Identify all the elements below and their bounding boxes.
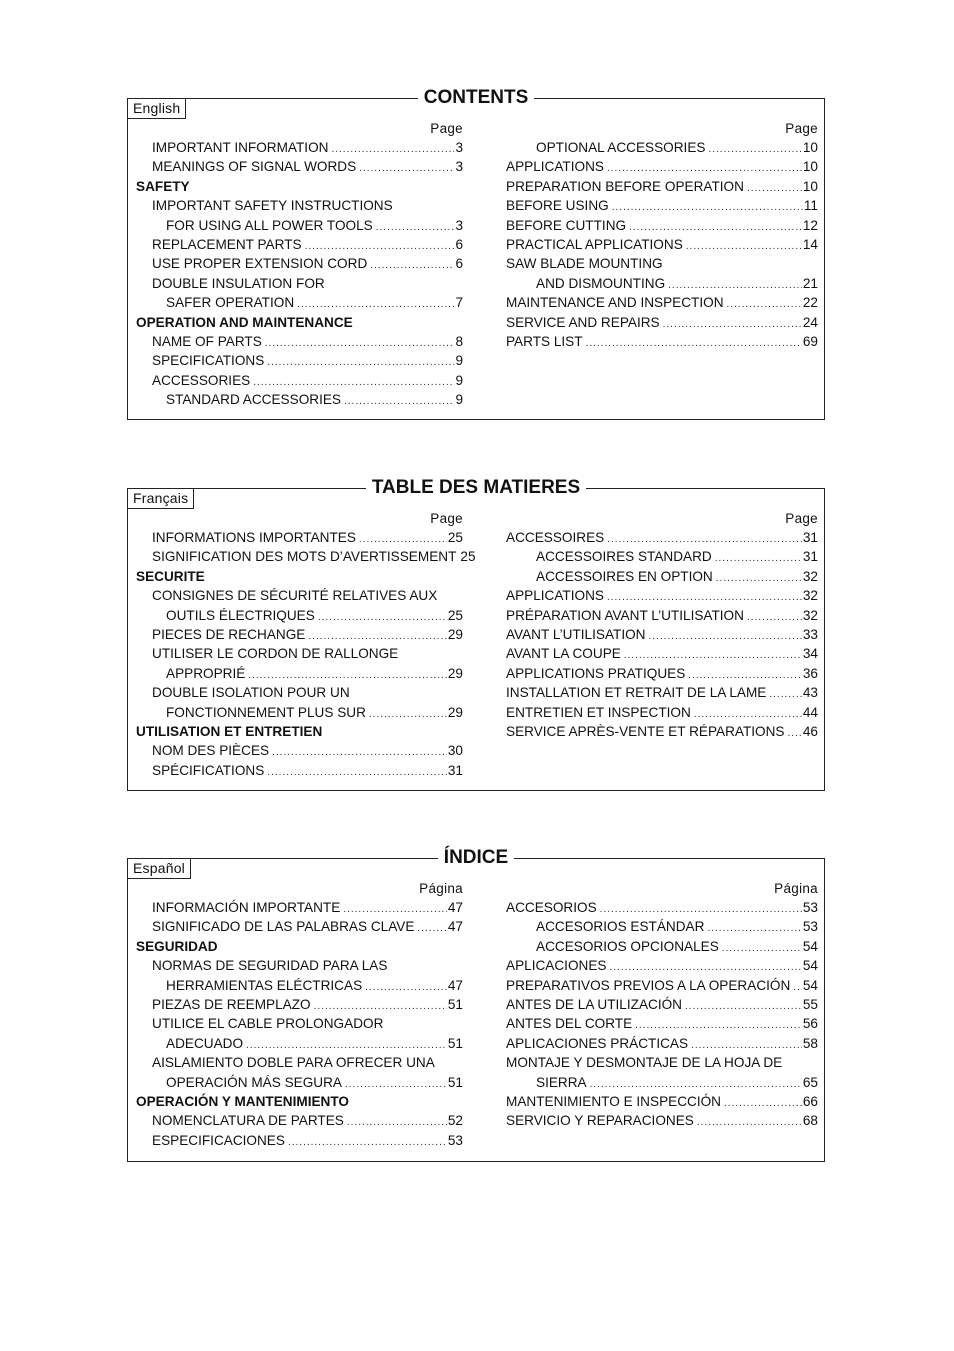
dot-leader — [708, 140, 801, 159]
dot-leader — [724, 1094, 802, 1113]
toc-entry[interactable] — [506, 956, 818, 975]
toc-entry[interactable] — [136, 664, 463, 683]
toc-entry-title: PIECES DE RECHANGE — [152, 626, 306, 642]
toc-entry[interactable] — [136, 351, 463, 370]
toc-column-right — [506, 879, 818, 1131]
toc-entry — [136, 274, 463, 293]
dot-leader — [722, 939, 802, 958]
toc-page-number: 9 — [455, 353, 463, 369]
toc-entry[interactable] — [136, 157, 463, 176]
toc-page-number: 29 — [447, 626, 463, 642]
toc-entry-title: ANTES DEL CORTE — [506, 1016, 633, 1032]
toc-entry-title: OPTIONAL ACCESSORIES — [536, 140, 706, 155]
toc-page-number: 10 — [802, 178, 818, 194]
dot-leader — [272, 743, 447, 762]
toc-page-number: 34 — [802, 646, 818, 662]
dot-leader — [417, 919, 446, 938]
toc-entry-title: OPERATION AND MAINTENANCE — [136, 314, 353, 330]
dot-leader — [370, 256, 454, 275]
toc-page-number: 9 — [455, 372, 463, 388]
dot-leader — [347, 1113, 447, 1132]
toc-entry[interactable] — [136, 606, 463, 625]
toc-page-number: 6 — [455, 236, 463, 252]
toc-entry-title: ACCESSOIRES EN OPTION — [536, 568, 713, 584]
toc-entry-title: SPECIFICATIONS — [152, 353, 265, 369]
toc-page-number: 54 — [802, 938, 818, 954]
toc-entry-title: ACCESORIOS ESTÁNDAR — [536, 919, 705, 935]
dot-leader — [788, 724, 802, 743]
toc-entry-title: SIGNIFICATION DES MOTS D’AVERTISSEMENT — [152, 549, 457, 565]
language-tag: Español — [127, 858, 191, 879]
toc-page-number: 33 — [802, 626, 818, 642]
toc-entry-title: ESPECIFICACIONES — [152, 1132, 285, 1148]
toc-entry — [136, 196, 463, 215]
dot-leader — [345, 1075, 447, 1094]
toc-page-number: 36 — [802, 665, 818, 681]
toc-page-number: 56 — [802, 1016, 818, 1032]
toc-entry[interactable] — [136, 625, 463, 644]
dot-leader — [793, 978, 802, 997]
toc-entry-title: PREPARATION BEFORE OPERATION — [506, 178, 744, 194]
toc-entry-title: IMPORTANT SAFETY INSTRUCTIONS — [152, 198, 393, 214]
toc-entry[interactable] — [136, 1131, 463, 1150]
toc-entry-title: APPLICATIONS — [506, 159, 604, 175]
toc-entry[interactable] — [506, 703, 818, 722]
toc-entry — [506, 1053, 818, 1072]
toc-entry[interactable] — [136, 547, 476, 566]
toc-page-number: 66 — [802, 1093, 818, 1109]
section-title-text: CONTENTS — [418, 87, 535, 108]
toc-entry[interactable] — [506, 177, 818, 196]
toc-entry-title: PARTS LIST — [506, 333, 583, 349]
toc-entry-title: ACCESSORIES — [152, 372, 251, 388]
toc-entry-title: PIEZAS DE REEMPLAZO — [152, 996, 311, 1012]
toc-entry-title: NAME OF PARTS — [152, 333, 262, 349]
toc-page-number: 65 — [802, 1074, 818, 1090]
toc-page-number: 25 — [447, 530, 463, 545]
dot-leader — [359, 159, 454, 178]
toc-page-number: 7 — [455, 295, 463, 311]
toc-entry-title: PRÉPARATION AVANT L’UTILISATION — [506, 607, 744, 623]
toc-page-number: 44 — [802, 704, 818, 720]
toc-page-number: 3 — [455, 140, 463, 155]
toc-page-number: 53 — [802, 900, 818, 915]
toc-page-number: 51 — [447, 996, 463, 1012]
toc-entry-title: INSTALLATION ET RETRAIT DE LA LAME — [506, 685, 767, 701]
dot-leader — [365, 978, 447, 997]
toc-section-english — [127, 87, 825, 420]
toc-entry — [136, 586, 463, 605]
toc-page-number: 69 — [802, 333, 818, 349]
toc-entry[interactable] — [506, 898, 818, 917]
toc-entry-title: ACCESSOIRES — [506, 530, 605, 545]
toc-page-number: 3 — [455, 217, 463, 233]
toc-column-right — [506, 119, 818, 351]
toc-heading — [136, 937, 463, 956]
dot-leader — [586, 334, 802, 353]
dot-leader — [716, 569, 802, 588]
toc-page-number: 47 — [447, 919, 463, 935]
toc-page-number: 47 — [447, 900, 463, 915]
toc-page-number: 47 — [447, 977, 463, 993]
toc-entry-title: HERRAMIENTAS ELÉCTRICAS — [166, 977, 363, 993]
toc-entry[interactable] — [136, 390, 463, 409]
toc-entry-title: REPLACEMENT PARTS — [152, 236, 302, 252]
toc-entry[interactable] — [136, 761, 463, 780]
toc-entry[interactable] — [136, 293, 463, 312]
toc-entry-title: AISLAMIENTO DOBLE PARA OFRECER UNA — [152, 1055, 435, 1071]
toc-page-number: 52 — [447, 1113, 463, 1129]
toc-entry[interactable] — [136, 917, 463, 936]
toc-entry-title: ACCESORIOS OPCIONALES — [536, 938, 719, 954]
language-tag: English — [127, 98, 186, 119]
toc-entry-title: MAINTENANCE AND INSPECTION — [506, 295, 724, 311]
toc-entry-title: OUTILS ÉLECTRIQUES — [166, 607, 315, 623]
toc-heading — [136, 1092, 463, 1111]
toc-entry — [136, 644, 463, 663]
dot-leader — [663, 315, 802, 334]
page-column-header: Página — [419, 881, 463, 896]
toc-entry[interactable] — [506, 528, 818, 547]
toc-page-number: 14 — [802, 236, 818, 252]
toc-page-number: 58 — [802, 1035, 818, 1051]
toc-entry[interactable] — [136, 216, 463, 235]
toc-entry-title: APPLICATIONS — [506, 588, 604, 604]
toc-entry-title: MEANINGS OF SIGNAL WORDS — [152, 159, 357, 175]
dot-leader — [612, 198, 803, 217]
toc-page-number: 31 — [447, 762, 463, 778]
toc-page-number: 31 — [802, 530, 818, 545]
toc-entry[interactable] — [136, 703, 463, 722]
toc-page-number: 46 — [802, 723, 818, 739]
toc-entry-title: INFORMACIÓN IMPORTANTE — [152, 900, 341, 915]
toc-page-number: 53 — [802, 919, 818, 935]
toc-entry-title: ACCESSOIRES STANDARD — [536, 549, 712, 565]
section-title — [128, 476, 824, 500]
page-column-header: Page — [785, 511, 818, 526]
toc-entry[interactable] — [506, 586, 818, 605]
toc-entry[interactable] — [506, 1073, 818, 1092]
toc-heading — [136, 567, 463, 586]
toc-entry-title: SERVICE AND REPAIRS — [506, 314, 660, 330]
page-column-header: Page — [785, 121, 818, 136]
toc-page-number: 31 — [802, 549, 818, 565]
toc-entry — [136, 1014, 463, 1033]
toc-entry-title: INFORMATIONS IMPORTANTES — [152, 530, 356, 545]
toc-entry[interactable] — [136, 898, 463, 917]
toc-column-right — [506, 509, 818, 741]
dot-leader — [376, 218, 455, 237]
language-tag: Français — [127, 488, 194, 509]
toc-page-number: 32 — [802, 588, 818, 604]
toc-entry[interactable] — [506, 917, 818, 936]
toc-entry-title: DOUBLE INSULATION FOR — [152, 275, 325, 291]
toc-page-number: 11 — [803, 198, 818, 214]
toc-entry-title: APLICACIONES — [506, 958, 607, 974]
toc-entry-title: OPERACIÓN Y MANTENIMIENTO — [136, 1093, 349, 1109]
toc-entry-title: ANTES DE LA UTILIZACIÓN — [506, 996, 683, 1012]
toc-entry[interactable] — [506, 157, 818, 176]
toc-entry-title: SIGNIFICADO DE LAS PALABRAS CLAVE — [152, 919, 415, 935]
toc-entry-title: NORMAS DE SEGURIDAD PARA LAS — [152, 958, 388, 974]
dot-leader — [769, 685, 802, 704]
toc-entry-title: OPERACIÓN MÁS SEGURA — [166, 1074, 342, 1090]
toc-entry-title: NOMENCLATURA DE PARTES — [152, 1113, 344, 1129]
toc-section-french — [127, 477, 825, 791]
toc-page-number: 25 — [460, 549, 476, 565]
toc-entry[interactable] — [506, 664, 818, 683]
page-column-header: Page — [430, 511, 463, 526]
section-title — [128, 86, 824, 110]
toc-entry[interactable] — [506, 332, 818, 351]
toc-entry-title: DOUBLE ISOLATION POUR UN — [152, 685, 350, 701]
toc-entry[interactable] — [506, 274, 818, 293]
toc-entry-title: SERVICE APRÈS-VENTE ET RÉPARATIONS — [506, 723, 785, 739]
dot-leader — [707, 919, 801, 938]
toc-page-number: 10 — [802, 140, 818, 155]
toc-entry-title: BEFORE USING — [506, 198, 609, 214]
toc-entry[interactable] — [136, 1111, 463, 1130]
toc-entry-title: MONTAJE Y DESMONTAJE DE LA HOJA DE — [506, 1055, 783, 1071]
toc-entry[interactable] — [136, 976, 463, 995]
toc-page-number: 25 — [447, 607, 463, 623]
toc-entry[interactable] — [506, 1092, 818, 1111]
toc-entry[interactable] — [506, 567, 818, 586]
toc-page-number: 68 — [802, 1113, 818, 1129]
dot-leader — [318, 608, 447, 627]
toc-page-number: 6 — [455, 256, 463, 272]
toc-entry[interactable] — [136, 332, 463, 351]
toc-entry[interactable] — [506, 1014, 818, 1033]
section-title-text: ÍNDICE — [438, 847, 514, 868]
toc-entry-title: SPÉCIFICATIONS — [152, 762, 265, 778]
toc-page-number: 21 — [802, 275, 818, 291]
toc-entry-title: FONCTIONNEMENT PLUS SUR — [166, 704, 366, 720]
toc-page-number: 29 — [447, 704, 463, 720]
toc-entry-title: UTILICE EL CABLE PROLONGADOR — [152, 1016, 384, 1032]
toc-entry-title: ADECUADO — [166, 1035, 244, 1051]
toc-page-number: 32 — [802, 607, 818, 623]
toc-entry-title: SIERRA — [536, 1074, 587, 1090]
toc-page-number: 43 — [802, 685, 818, 701]
toc-page-number: 55 — [802, 996, 818, 1012]
dot-leader — [265, 334, 455, 353]
toc-entry-title: NOM DES PIÈCES — [152, 743, 270, 759]
toc-page-number: 30 — [447, 743, 463, 759]
toc-heading — [136, 177, 463, 196]
toc-entry-title: UTILISATION ET ENTRETIEN — [136, 723, 323, 739]
toc-entry-title: MANTENIMIENTO E INSPECCIÓN — [506, 1093, 722, 1109]
dot-leader — [649, 627, 802, 646]
toc-section-spanish — [127, 847, 825, 1162]
toc-heading — [136, 722, 463, 741]
toc-column-left — [136, 879, 463, 1150]
dot-leader — [697, 1113, 802, 1132]
dot-leader — [715, 549, 802, 568]
toc-entry-title: CONSIGNES DE SÉCURITÉ RELATIVES AUX — [152, 588, 438, 604]
toc-entry[interactable] — [506, 1034, 818, 1053]
toc-page-number: 22 — [802, 295, 818, 311]
toc-entry[interactable] — [136, 995, 463, 1014]
dot-leader — [686, 237, 802, 256]
toc-entry[interactable] — [506, 722, 818, 741]
page-column-header: Page — [430, 121, 463, 136]
toc-entry[interactable] — [136, 1034, 463, 1053]
toc-entry[interactable] — [506, 313, 818, 332]
toc-entry[interactable] — [136, 741, 463, 760]
toc-page-number: 8 — [455, 333, 463, 349]
dot-leader — [267, 763, 447, 782]
toc-entry[interactable] — [506, 196, 818, 215]
toc-entry[interactable] — [136, 138, 463, 157]
dot-leader — [727, 295, 802, 314]
toc-entry[interactable] — [506, 138, 818, 157]
toc-entry-title: SERVICIO Y REPARACIONES — [506, 1113, 694, 1129]
toc-page-number: 3 — [455, 159, 463, 175]
toc-entry-title: PREPARATIVOS PREVIOS A LA OPERACIÓN — [506, 977, 791, 993]
toc-entry[interactable] — [506, 625, 818, 644]
toc-entry[interactable] — [506, 995, 818, 1014]
toc-entry-title: AVANT LA COUPE — [506, 646, 621, 662]
toc-page-number: 53 — [447, 1132, 463, 1148]
toc-entry-title: USE PROPER EXTENSION CORD — [152, 256, 368, 272]
toc-entry[interactable] — [506, 644, 818, 663]
page-column-header: Página — [774, 881, 818, 896]
toc-entry-title: STANDARD ACCESSORIES — [166, 392, 341, 408]
toc-entry[interactable] — [136, 1073, 463, 1092]
toc-entry[interactable] — [506, 1111, 818, 1130]
toc-entry[interactable] — [506, 937, 818, 956]
toc-entry[interactable] — [506, 976, 818, 995]
toc-entry-title: SAFETY — [136, 178, 190, 194]
toc-entry[interactable] — [136, 254, 463, 273]
toc-entry[interactable] — [506, 683, 818, 702]
toc-entry-title: APPROPRIÉ — [166, 665, 246, 681]
dot-leader — [369, 705, 447, 724]
toc-page-number: 10 — [802, 159, 818, 175]
section-title-text: TABLE DES MATIERES — [366, 477, 586, 498]
toc-entry-title: UTILISER LE CORDON DE RALLONGE — [152, 646, 399, 662]
dot-leader — [747, 608, 802, 627]
dot-leader — [288, 1133, 447, 1152]
toc-entry-title: SEGURIDAD — [136, 938, 218, 954]
toc-entry — [506, 254, 818, 273]
toc-page-number: 32 — [802, 568, 818, 584]
toc-entry-title: AND DISMOUNTING — [536, 275, 666, 291]
toc-entry-title: SAFER OPERATION — [166, 295, 295, 311]
toc-entry-title: ACCESORIOS — [506, 900, 597, 915]
toc-entry-title: BEFORE CUTTING — [506, 217, 627, 233]
toc-entry-title: IMPORTANT INFORMATION — [152, 140, 329, 155]
toc-entry[interactable] — [506, 606, 818, 625]
toc-entry-title: PRACTICAL APPLICATIONS — [506, 236, 683, 252]
dot-leader — [685, 997, 802, 1016]
section-title — [128, 846, 824, 870]
toc-entry[interactable] — [136, 371, 463, 390]
toc-entry[interactable] — [506, 547, 818, 566]
toc-entry-title: ENTRETIEN ET INSPECTION — [506, 704, 691, 720]
toc-column-left — [136, 509, 476, 780]
toc-entry[interactable] — [506, 235, 818, 254]
toc-entry[interactable] — [136, 235, 463, 254]
toc-entry-title: APPLICATIONS PRATIQUES — [506, 665, 686, 681]
toc-page-number: 54 — [802, 958, 818, 974]
toc-entry-title: SAW BLADE MOUNTING — [506, 256, 663, 272]
toc-entry-title: FOR USING ALL POWER TOOLS — [166, 217, 373, 233]
toc-heading — [136, 313, 463, 332]
dot-leader — [267, 353, 454, 372]
toc-entry-title: SECURITE — [136, 568, 205, 584]
toc-entry[interactable] — [506, 216, 818, 235]
toc-page-number: 9 — [455, 392, 463, 408]
toc-column-left — [136, 119, 463, 409]
dot-leader — [344, 392, 454, 411]
toc-page-number: 51 — [447, 1074, 463, 1090]
toc-page-number: 12 — [802, 217, 818, 233]
toc-entry[interactable] — [136, 528, 463, 547]
toc-entry-title: APLICACIONES PRÁCTICAS — [506, 1035, 689, 1051]
toc-entry[interactable] — [506, 293, 818, 312]
toc-entry — [136, 683, 463, 702]
toc-page-number: 29 — [447, 665, 463, 681]
toc-entry-title: AVANT L’UTILISATION — [506, 626, 646, 642]
toc-page-number: 54 — [802, 977, 818, 993]
toc-page-number: 24 — [802, 314, 818, 330]
dot-leader — [747, 179, 802, 198]
toc-entry — [136, 956, 463, 975]
toc-entry — [136, 1053, 463, 1072]
toc-page-number: 51 — [447, 1035, 463, 1051]
